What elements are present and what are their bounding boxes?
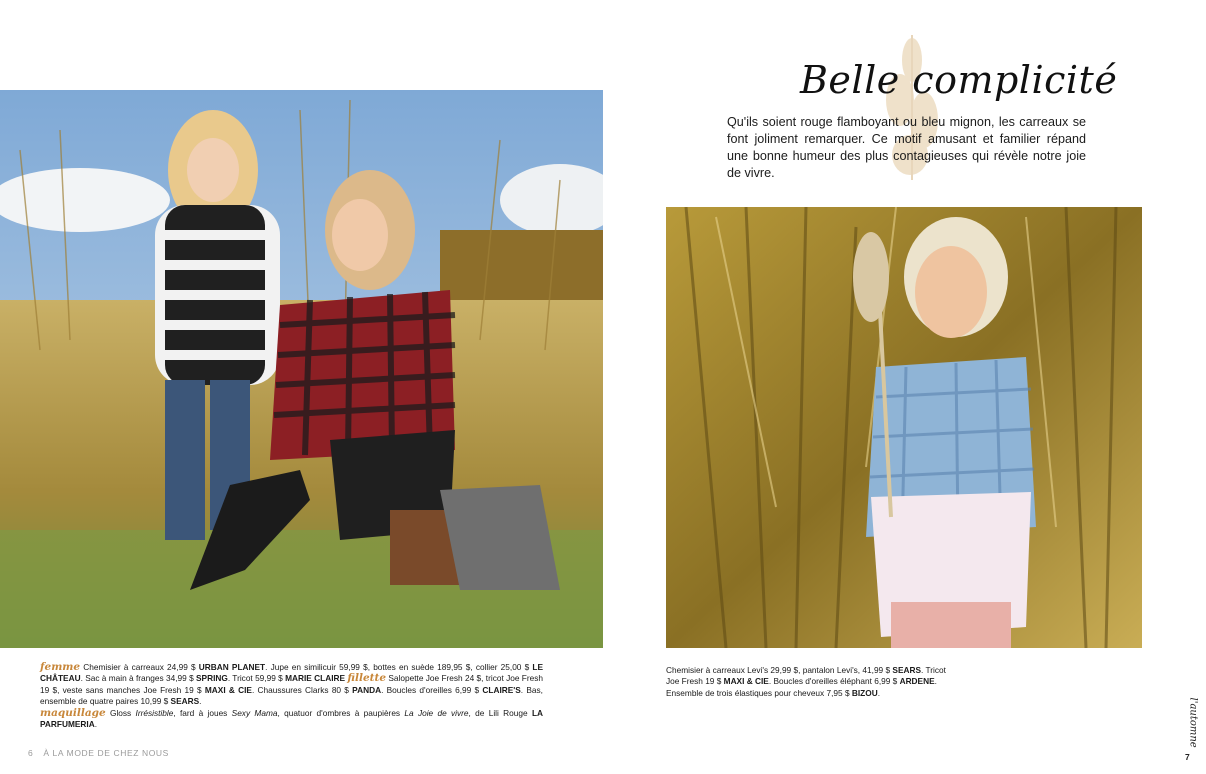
section-name-right: l'automne: [1187, 697, 1199, 748]
page-number-right: 7: [1185, 752, 1190, 762]
brand-name: SEARS: [892, 665, 921, 675]
caption-text: Chemisier à carreaux 24,99 $: [80, 662, 199, 672]
folio-left: [28, 748, 169, 758]
caption-text: , de Lili Rouge: [468, 707, 532, 718]
brand-name: MAXI & CIE: [723, 676, 769, 687]
brand-name: MARIE CLAIRE: [285, 673, 346, 684]
photo-mother-daughter-image: [0, 90, 603, 648]
intro-paragraph: Qu'ils soient rouge flamboyant ou bleu mignon, les carreaux se font joliment remarquer. Ce motif amusant et familier répand une bonne humeur des plus contagieuses qui révèle notre joie de vivre.: [727, 115, 1086, 180]
product-name: Irrésistible: [135, 707, 174, 718]
brand-name: MAXI & CIE: [204, 684, 252, 695]
brand-name: SEARS: [170, 696, 200, 707]
brand-name: LE CHÂTEAU: [40, 662, 544, 684]
caption-text: Chemisier à carreaux Levi's 29,99 $, pantalon Levi's, 41,99 $: [666, 665, 893, 675]
caption-left: [40, 662, 543, 730]
caption-text: . Boucles d'oreilles 6,99 $: [381, 684, 483, 695]
caption-text: . Tricot 59,99 $: [227, 673, 286, 684]
product-name: La Joie de vivre: [404, 707, 469, 718]
page-title: Belle complicité: [800, 58, 1118, 102]
caption-text: . Sac à main à franges 34,99 $: [80, 673, 197, 684]
caption-text: . Bas, ensemble de quatre paires 10,99 $: [40, 684, 543, 707]
caption-right: [666, 665, 956, 699]
caption-text: . Ensemble de trois élastiques pour cheveux 7,95 $: [666, 676, 937, 698]
brand-name: ARDENE: [899, 676, 935, 687]
caption-text: . Chaussures Clarks 80 $: [251, 684, 353, 695]
page-number-left: 6: [28, 748, 34, 758]
label-fillette: fillette: [347, 672, 387, 685]
photo-girl-grass-image: [666, 207, 1142, 648]
caption-text: . Boucles d'oreilles éléphant 6,99 $: [768, 676, 900, 687]
brand-name: BIZOU: [851, 687, 878, 698]
caption-text: Salopette Joe Fresh 24 $, tricot Joe Fresh 19 $, veste sans manches Joe Fresh 19 $: [40, 673, 544, 695]
label-maquillage: maquillage: [40, 706, 106, 719]
brand-name: PANDA: [352, 684, 382, 695]
caption-text: . Tricot Joe Fresh 19 $: [666, 665, 946, 687]
caption-text: , fard à joues: [173, 707, 232, 718]
caption-text: , quatuor d'ombres à paupières: [277, 707, 405, 718]
label-femme: femme: [40, 661, 81, 673]
photo-girl-grass: [666, 207, 1142, 648]
caption-text: Gloss: [105, 707, 136, 718]
caption-text: .: [94, 719, 98, 730]
section-name-left: À LA MODE DE CHEZ NOUS: [43, 748, 169, 758]
brand-name: LA PARFUMERIA: [40, 707, 543, 730]
brand-name: URBAN PLANET: [198, 662, 266, 672]
folio-right: [1183, 697, 1199, 762]
caption-text: .: [877, 687, 880, 698]
brand-name: CLAIRE'S: [482, 684, 521, 695]
caption-text: . Jupe en similicuir 59,99 $, bottes en suède 189,95 $, collier 25,00 $: [265, 662, 533, 672]
photo-mother-daughter: [0, 90, 603, 648]
caption-text: .: [199, 696, 202, 707]
product-name: Sexy Mama: [231, 707, 278, 718]
brand-name: SPRING: [196, 673, 228, 684]
